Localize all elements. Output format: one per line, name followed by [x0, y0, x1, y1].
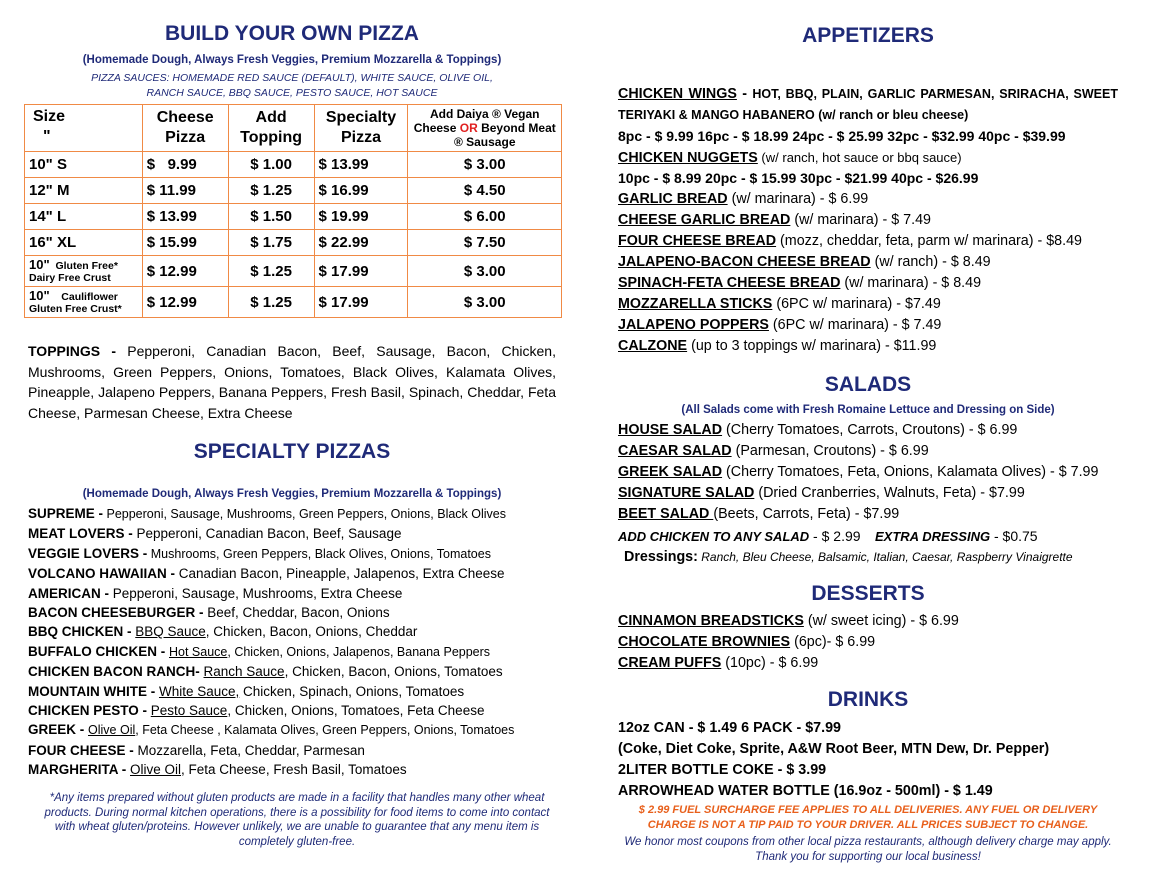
list-item [618, 441, 1118, 462]
build-subtitle: (Homemade Dough, Always Fresh Veggies, Premium Mozzarella & Toppings) [82, 54, 502, 66]
list-item [618, 189, 1118, 210]
salads-subtitle: (All Salads come with Fresh Romaine Lettuce and Dressing on Side) [681, 404, 1055, 416]
table-row: 10" Gluten Free* Dairy Free Crust $ 12.99 $ 1.25 $ 17.99 $ 3.00 [25, 256, 562, 287]
item-desc: (6PC w/ marinara) - $7.49 [772, 296, 941, 312]
item-name: CHEESE GARLIC BREAD [618, 212, 791, 228]
list-item [618, 483, 1118, 504]
list-item [28, 622, 556, 641]
item-desc: (6pc)- $ 6.99 [790, 634, 876, 650]
drinks-line-1: 12oz CAN - $ 1.49 6 PACK - $7.99 [618, 720, 842, 736]
gf-size-cell: 10" Gluten Free* Dairy Free Crust [25, 256, 143, 287]
list-item [28, 720, 556, 740]
item-name: GARLIC BREAD [618, 191, 728, 207]
sauces-line-1: PIZZA SAUCES: HOMEMADE RED SAUCE (DEFAULT), WHITE SAUCE, OLIVE OIL, [91, 72, 493, 84]
item-desc: (mozz, cheddar, feta, parm w/ marinara) - $8.49 [776, 233, 1082, 249]
specialty-desc: Pepperoni, Sausage, Mushrooms, Green Peppers, Onions, Black Olives [103, 507, 506, 521]
add-chicken-line: ADD CHICKEN TO ANY SALAD - $ 2.99 EXTRA DRESSING - $0.75 [618, 528, 1038, 544]
build-title: BUILD YOUR OWN PIZZA [165, 22, 419, 45]
item-name: JALAPENO-BACON CHEESE BREAD [618, 254, 871, 270]
table-row: 16" XL $ 15.99 $ 1.75 $ 22.99 $ 7.50 [25, 230, 562, 256]
list-item [28, 544, 556, 564]
item-name: CHOCOLATE BROWNIES [618, 634, 791, 650]
item-name: FOUR CHEESE BREAD [618, 233, 777, 249]
salads-title: SALADS [824, 373, 912, 396]
specialty-desc: , Feta Cheese , Kalamata Olives, Green Peppers, Onions, Tomatoes [135, 723, 515, 738]
list-item [618, 336, 1118, 357]
item-name: MOZZARELLA STICKS [618, 296, 773, 312]
item-desc: (Beets, Carrots, Feta) - $7.99 [713, 506, 900, 522]
specialty-desc: , Chicken, Bacon, Onions, Cheddar [205, 624, 418, 640]
table-row: 14" L $ 13.99 $ 1.50 $ 19.99 $ 6.00 [25, 204, 562, 230]
dessert-list [618, 611, 1118, 674]
pizza-price-table-wrap [28, 104, 562, 318]
specialty-desc: Canadian Bacon, Pineapple, Jalapenos, Extra Cheese [175, 566, 505, 582]
table-row: 10" Cauliflower Gluten Free Crust* $ 12.99 $ 1.25 $ 17.99 $ 3.00 [25, 287, 562, 318]
list-item [618, 252, 1118, 273]
appetizers-title: APPETIZERS [802, 24, 934, 47]
header-add: Add Topping [228, 105, 314, 152]
specialty-desc: Mushrooms, Green Peppers, Black Olives, Onions, Tomatoes [147, 546, 491, 561]
item-desc: (w/ marinara) - $ 7.49 [790, 212, 932, 228]
item-desc: (Cherry Tomatoes, Feta, Onions, Kalamata Olives) - $ 7.99 [722, 464, 1099, 480]
specialty-name: MOUNTAIN WHITE - [28, 683, 159, 699]
specialty-desc: , Chicken, Bacon, Onions, Tomatoes [284, 664, 503, 680]
dressings-line: Dressings: Ranch, Bleu Cheese, Balsamic, Italian, Caesar, Raspberry Vinaigrette [624, 549, 1073, 565]
specialty-subtitle: (Homemade Dough, Always Fresh Veggies, Premium Mozzarella & Toppings) [82, 488, 502, 500]
specialty-name: MEAT LOVERS - [28, 526, 133, 542]
table-row: 10" S $ 9.99 $ 1.00 $ 13.99 $ 3.00 [25, 152, 562, 178]
item-desc: (Dried Cranberries, Walnuts, Feta) - $7.99 [754, 485, 1025, 501]
list-item [28, 760, 556, 779]
list-item [28, 741, 556, 760]
specialty-desc: , Feta Cheese, Fresh Basil, Tomatoes [181, 762, 407, 778]
drinks-line-2: (Coke, Diet Coke, Sprite, A&W Root Beer, MTN Dew, Dr. Pepper) [618, 741, 1050, 757]
specialty-name: CHICKEN PESTO - [28, 703, 151, 719]
list-item [28, 662, 556, 681]
item-desc: (w/ marinara) - $ 6.99 [727, 191, 869, 207]
list-item [618, 210, 1118, 231]
list-item [618, 632, 1118, 653]
gf-size-cell: 10" Cauliflower Gluten Free Crust* [25, 287, 143, 318]
list-item [618, 611, 1118, 632]
specialty-desc: Beef, Cheddar, Bacon, Onions [203, 605, 390, 621]
item-name: GREEK SALAD [618, 464, 723, 480]
specialty-sauce: Ranch Sauce [203, 664, 285, 680]
gluten-disclaimer: *Any items prepared without gluten products are made in a facility that handles many other wheat products. During normal kitchen operations, there is a possibility for food items to come into contact with wheat gluten/proteins. However unlikely, we are unable to guarantee that any menu item is completely gluten-free. [44, 792, 550, 848]
nuggets-item: CHICKEN NUGGETS (w/ ranch, hot sauce or bbq sauce) [618, 150, 962, 166]
specialty-name: BUFFALO CHICKEN - [28, 643, 169, 659]
appetizer-list [618, 189, 1118, 357]
specialty-sauce: Pesto Sauce [150, 703, 228, 719]
list-item [618, 462, 1118, 483]
list-item [618, 231, 1118, 252]
fuel-surcharge-notice: $ 2.99 FUEL SURCHARGE FEE APPLIES TO ALL DELIVERIES. ANY FUEL OR DELIVERY CHARGE IS NOT A TIP PAID TO YOUR DRIVER. ALL PRICES SUBJECT TO CHANGE. [638, 804, 1098, 831]
desserts-title: DESSERTS [811, 582, 925, 605]
specialty-name: SUPREME - [28, 506, 104, 521]
specialty-sauce: BBQ Sauce [135, 624, 206, 640]
item-desc: (w/ sweet icing) - $ 6.99 [803, 613, 959, 629]
specialty-desc: Chicken, Spinach, Onions, Tomatoes [239, 683, 465, 699]
item-desc: (10pc) - $ 6.99 [721, 655, 819, 671]
specialty-desc: Pepperoni, Canadian Bacon, Beef, Sausage [132, 526, 402, 542]
specialty-sauce: Olive Oil [88, 723, 136, 738]
item-name: BEET SALAD [618, 506, 714, 522]
drinks-title: DRINKS [827, 688, 909, 711]
item-name: HOUSE SALAD [618, 422, 723, 438]
list-item [28, 504, 556, 524]
item-name: CALZONE [618, 338, 688, 354]
list-item [618, 273, 1118, 294]
specialty-desc: Mozzarella, Feta, Cheddar, Parmesan [133, 742, 365, 758]
specialty-name: VEGGIE LOVERS - [28, 545, 148, 561]
item-name: CAESAR SALAD [618, 443, 732, 459]
specialty-name: AMERICAN - [28, 585, 109, 601]
item-desc: (6PC w/ marinara) - $ 7.49 [768, 317, 942, 333]
specialty-name: BACON CHEESEBURGER - [28, 605, 204, 621]
specialty-name: MARGHERITA - [28, 762, 130, 778]
pizza-price-table [24, 104, 562, 318]
item-desc: (Cherry Tomatoes, Carrots, Croutons) - $ 6.99 [722, 422, 1018, 438]
list-item [618, 653, 1118, 674]
item-name: SIGNATURE SALAD [618, 485, 755, 501]
item-desc: (Parmesan, Croutons) - $ 6.99 [731, 443, 929, 459]
nuggets-prices: 10pc - $ 8.99 20pc - $ 15.99 30pc - $21.99 40pc - $26.99 [618, 170, 979, 186]
specialty-name: BBQ CHICKEN - [28, 624, 136, 640]
wings-prices: 8pc - $ 9.99 16pc - $ 18.99 24pc - $ 25.99 32pc - $32.99 40pc - $39.99 [618, 128, 1066, 144]
item-desc: (w/ marinara) - $ 8.49 [840, 275, 982, 291]
table-header-row [25, 105, 562, 152]
specialty-name: FOUR CHEESE - [28, 742, 134, 758]
item-desc: (w/ ranch) - $ 8.49 [870, 254, 991, 270]
table-row: 12" M $ 11.99 $ 1.25 $ 16.99 $ 4.50 [25, 178, 562, 204]
salad-list [618, 420, 1118, 525]
wings-item: CHICKEN WINGS - HOT, BBQ, PLAIN, GARLIC PARMESAN, SRIRACHA, SWEET TERIYAKI & MANGO HABANERO (w/ ranch or bleu cheese) [618, 86, 1118, 122]
header-size: Size " [25, 105, 143, 152]
list-item [618, 294, 1118, 315]
list-item [618, 315, 1118, 336]
specialty-title: SPECIALTY PIZZAS [193, 440, 391, 463]
list-item [28, 642, 556, 662]
list-item [28, 564, 556, 583]
item-name: CREAM PUFFS [618, 655, 722, 671]
specialty-sauce: Olive Oil [130, 762, 182, 778]
list-item [28, 584, 556, 603]
item-name: CINNAMON BREADSTICKS [618, 613, 804, 629]
toppings-paragraph: TOPPINGS - Pepperoni, Canadian Bacon, Beef, Sausage, Bacon, Chicken, Mushrooms, Green Peppers, Onions, Tomatoes, Black Olives, Kalamata Olives, Pineapple, Jalapeno Peppers, Banana Peppers, Fresh Basil, Spinach, Cheddar, Feta Cheese, Parmesan Cheese, Extra Cheese [28, 343, 556, 421]
list-item [28, 603, 556, 622]
coupon-notice: We honor most coupons from other local pizza restaurants, although delivery charge may apply. Thank you for supporting our local business! [624, 836, 1112, 863]
drinks-line-3: 2LITER BOTTLE COKE - $ 3.99 [618, 762, 827, 778]
header-vegan: Add Daiya ® Vegan Cheese OR Beyond Meat ® Sausage [408, 105, 562, 152]
list-item [618, 420, 1118, 441]
item-name: JALAPENO POPPERS [618, 317, 769, 333]
item-desc: (up to 3 toppings w/ marinara) - $11.99 [687, 338, 937, 354]
specialty-desc: Pepperoni, Sausage, Mushrooms, Extra Cheese [109, 585, 403, 601]
list-item [618, 504, 1118, 525]
specialty-name: CHICKEN BACON RANCH- [28, 664, 204, 680]
specialty-name: GREEK - [28, 722, 89, 738]
header-cheese: Cheese Pizza [142, 105, 228, 152]
specialty-sauce: White Sauce, [158, 683, 240, 699]
list-item [28, 701, 556, 720]
specialty-sauce: Hot Sauce [169, 644, 228, 659]
item-name: SPINACH-FETA CHEESE BREAD [618, 275, 841, 291]
header-specialty: Specialty Pizza [314, 105, 408, 152]
drinks-line-4: ARROWHEAD WATER BOTTLE (16.9oz - 500ml) - $ 1.49 [618, 783, 993, 799]
specialty-desc: , Chicken, Onions, Jalapenos, Banana Peppers [227, 644, 491, 659]
specialty-list [28, 504, 556, 780]
specialty-desc: , Chicken, Onions, Tomatoes, Feta Cheese [227, 703, 485, 719]
list-item [28, 524, 556, 543]
list-item [28, 682, 556, 701]
specialty-name: VOLCANO HAWAIIAN - [28, 566, 175, 582]
sauces-line-2: RANCH SAUCE, BBQ SAUCE, PESTO SAUCE, HOT SAUCE [146, 87, 438, 99]
